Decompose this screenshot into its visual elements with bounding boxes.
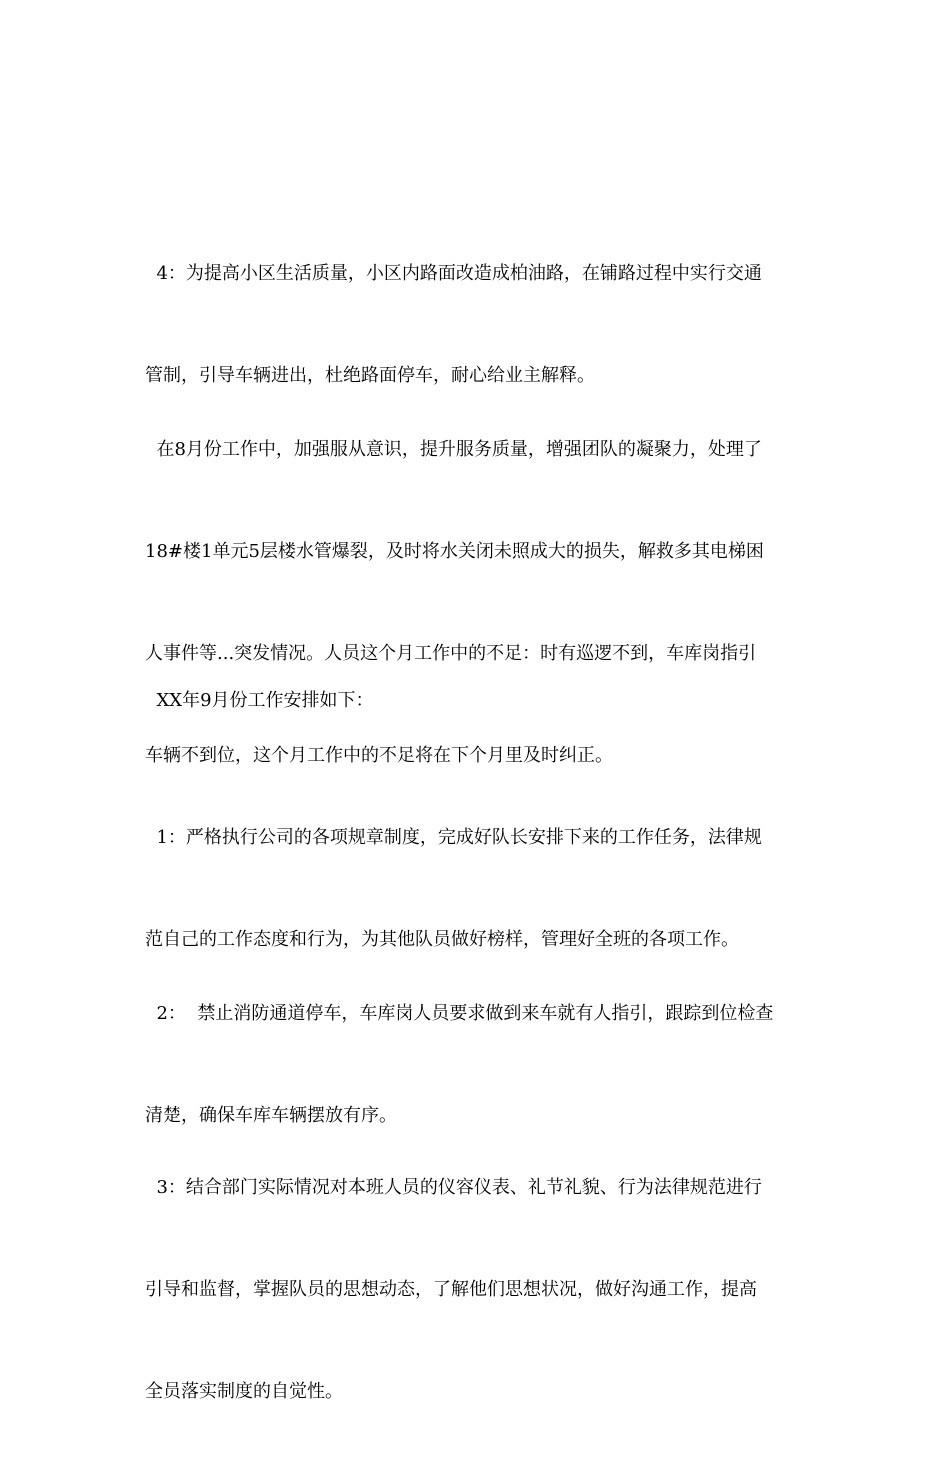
paragraph-line: 人事件等...突发情况。人员这个月工作中的不足：时有巡逻不到，车库岗指引 [145,643,757,664]
paragraph-line: 4：为提高小区生活质量，小区内路面改造成柏油路，在铺路过程中实行交通 [145,263,762,284]
paragraph-line: 范自己的工作态度和行为，为其他队员做好榜样，管理好全班的各项工作。 [145,929,739,950]
paragraph-line: 在8月份工作中，加强服从意识，提升服务质量，增强团队的凝聚力，处理了 [145,439,762,460]
paragraph-line: 引导和监督，掌握队员的思想动态，了解他们思想状况，做好沟通工作，提高 [145,1279,757,1300]
paragraph-line: 全员落实制度的自觉性。 [145,1381,343,1402]
paragraph-line: 1：严格执行公司的各项规章制度，完成好队长安排下来的工作任务，法律规 [145,827,762,848]
paragraph-line: XX年9月份工作安排如下： [145,690,374,711]
paragraph-line: 2： 禁止消防通道停车，车库岗人员要求做到来车就有人指引，跟踪到位检查 [145,1003,774,1024]
paragraph-line: 管制，引导车辆进出，杜绝路面停车，耐心给业主解释。 [145,365,595,386]
paragraph-line: 3：结合部门实际情况对本班人员的仪容仪表、礼节礼貌、行为法律规范进行 [145,1177,762,1198]
paragraph-item-3-supervision [145,1103,810,1477]
paragraph-line: 车辆不到位，这个月工作中的不足将在下个月里及时纠正。 [145,745,613,766]
paragraph-line: 清楚，确保车库车辆摆放有序。 [145,1105,397,1126]
paragraph-line: 18#楼1单元5层楼水管爆裂，及时将水关闭未照成大的损失，解救多其电梯困 [145,541,764,562]
